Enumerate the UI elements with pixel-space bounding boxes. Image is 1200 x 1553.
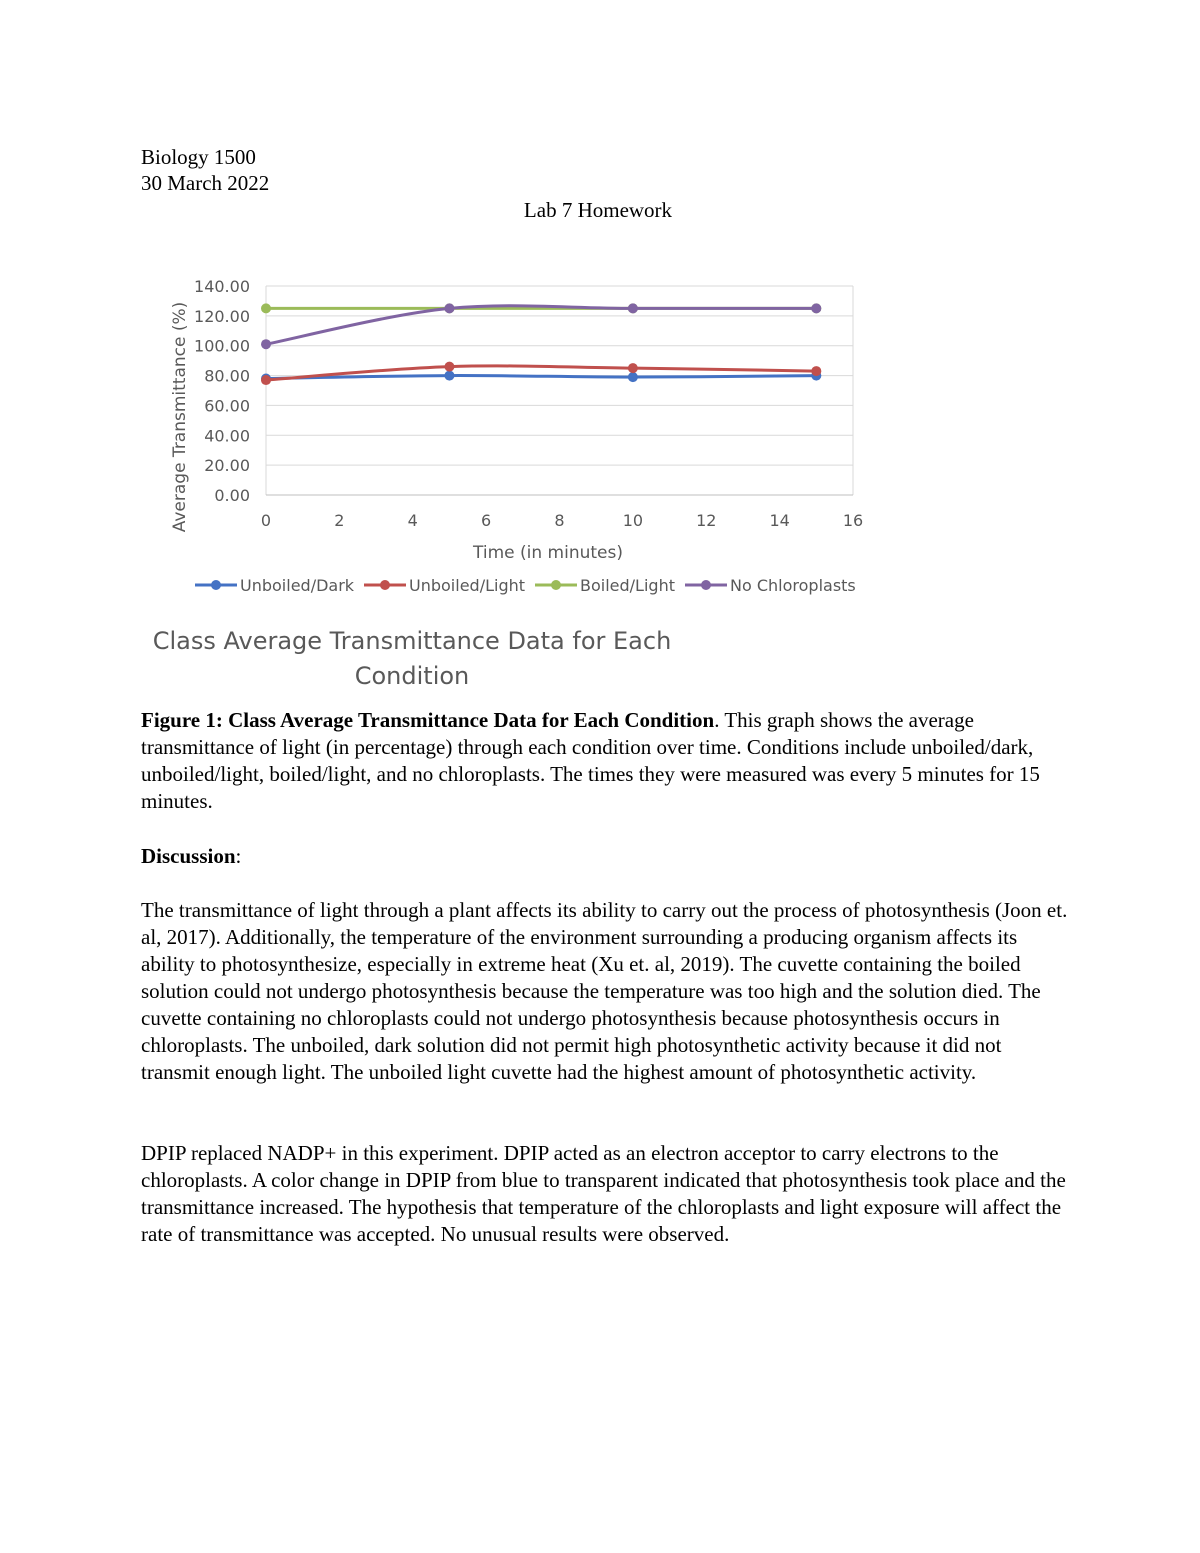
series-line	[266, 376, 816, 379]
legend-item	[535, 576, 675, 595]
legend-item	[195, 576, 355, 595]
legend-swatch-marker	[211, 580, 221, 590]
data-point	[261, 339, 271, 349]
discussion-paragraph-1: The transmittance of light through a plant affects its ability to carry out the process of photosynthesis (Joon et. al, 2017). Additionally, the temperature of the environment surrounding a producing organism affects its ability to photosynthesize, especially in extreme heat (Xu et. al, 2019). The cuvette containing the boiled solution could not undergo photosynthesis because the temperature was too high and the solution died. The cuvette containing no chloroplasts could not undergo photosynthesis because photosynthesis occurs in chloroplasts. The unboiled, dark solution did not permit high photosynthetic activity because it did not transmit enough light. The unboiled light cuvette had the highest amount of photosynthetic activity.	[141, 898, 1068, 1084]
x-tick-label: 2	[334, 511, 345, 530]
y-tick-label: 120.00	[194, 306, 250, 326]
document-title-text: Lab 7 Homework	[523, 198, 673, 222]
y-tick-label: 0.00	[214, 486, 250, 505]
x-tick-label: 12	[696, 511, 717, 530]
data-point	[261, 303, 271, 313]
data-point	[811, 366, 821, 376]
legend-label: Unboiled/Light	[409, 576, 526, 595]
data-point	[444, 362, 454, 372]
discussion-heading	[141, 843, 1071, 870]
course-name: Biology 1500	[141, 145, 256, 169]
legend-label: Unboiled/Dark	[240, 576, 355, 595]
x-tick-label: 6	[481, 511, 492, 530]
discussion-heading-text: Discussion	[141, 844, 236, 868]
data-point	[628, 303, 638, 313]
legend-item	[364, 576, 525, 595]
y-tick-labels	[194, 277, 250, 505]
transmittance-chart	[150, 262, 890, 702]
x-tick-label: 14	[769, 511, 790, 530]
y-axis-label: Average Transmittance (%)	[170, 301, 190, 533]
legend-swatch-marker	[380, 580, 390, 590]
chart-legend	[195, 576, 856, 595]
x-tick-labels	[261, 511, 863, 530]
discussion-paragraph-2: DPIP replaced NADP+ in this experiment. DPIP acted as an electron acceptor to carry electrons to the chloroplasts. A color change in DPIP from blue to transparent indicated that photosynthesis took place and the transmittance increased. The hypothesis that temperature of the chloroplasts and light exposure will affect the rate of transmittance was accepted. No unusual results were observed.	[141, 1141, 1066, 1246]
x-tick-label: 4	[407, 511, 418, 530]
legend-label: Boiled/Light	[580, 576, 675, 595]
figure-caption	[141, 707, 1071, 815]
chart-title-line-1: Class Average Transmittance Data for Each	[152, 627, 672, 655]
series-unboiled-light	[261, 362, 821, 385]
y-tick-label: 140.00	[194, 277, 250, 296]
document-date: 30 March 2022	[141, 171, 270, 195]
document-title	[0, 197, 1200, 224]
y-tick-label: 20.00	[204, 456, 250, 476]
series-no-chloroplasts	[261, 303, 821, 349]
x-tick-label: 16	[842, 511, 864, 530]
figure-caption-label: Figure 1: Class Average Transmittance Data for Each Condition	[141, 708, 715, 732]
data-point	[628, 372, 638, 382]
y-tick-label: 100.00	[194, 336, 250, 356]
series-line	[266, 306, 816, 344]
data-point	[444, 371, 454, 381]
legend-item	[685, 576, 856, 595]
data-point	[628, 363, 638, 373]
chart-svg	[150, 262, 890, 702]
data-point	[811, 303, 821, 313]
x-axis-label: Time (in minutes)	[473, 543, 623, 563]
data-point	[261, 375, 271, 385]
data-point	[444, 303, 454, 313]
x-tick-label: 8	[554, 511, 565, 530]
figure-caption-text: . This graph shows the average transmittance of light (in percentage) through each condition over time. Conditions include unboiled/dark, unboiled/light, boiled/light, and no chloroplasts. The times they were measured was every 5 minutes for 15 minutes.	[141, 708, 1040, 813]
legend-label: No Chloroplasts	[730, 576, 856, 595]
chart-title-line-2: Condition	[354, 662, 470, 690]
x-tick-label: 0	[260, 511, 272, 530]
y-tick-label: 80.00	[204, 366, 250, 386]
discussion-heading-colon: :	[235, 844, 242, 868]
y-tick-label: 40.00	[204, 426, 250, 446]
legend-swatch-marker	[551, 580, 561, 590]
chart-axes	[266, 286, 853, 495]
legend-swatch-marker	[701, 580, 711, 590]
x-tick-label: 10	[622, 511, 644, 530]
y-tick-label: 60.00	[204, 396, 250, 416]
